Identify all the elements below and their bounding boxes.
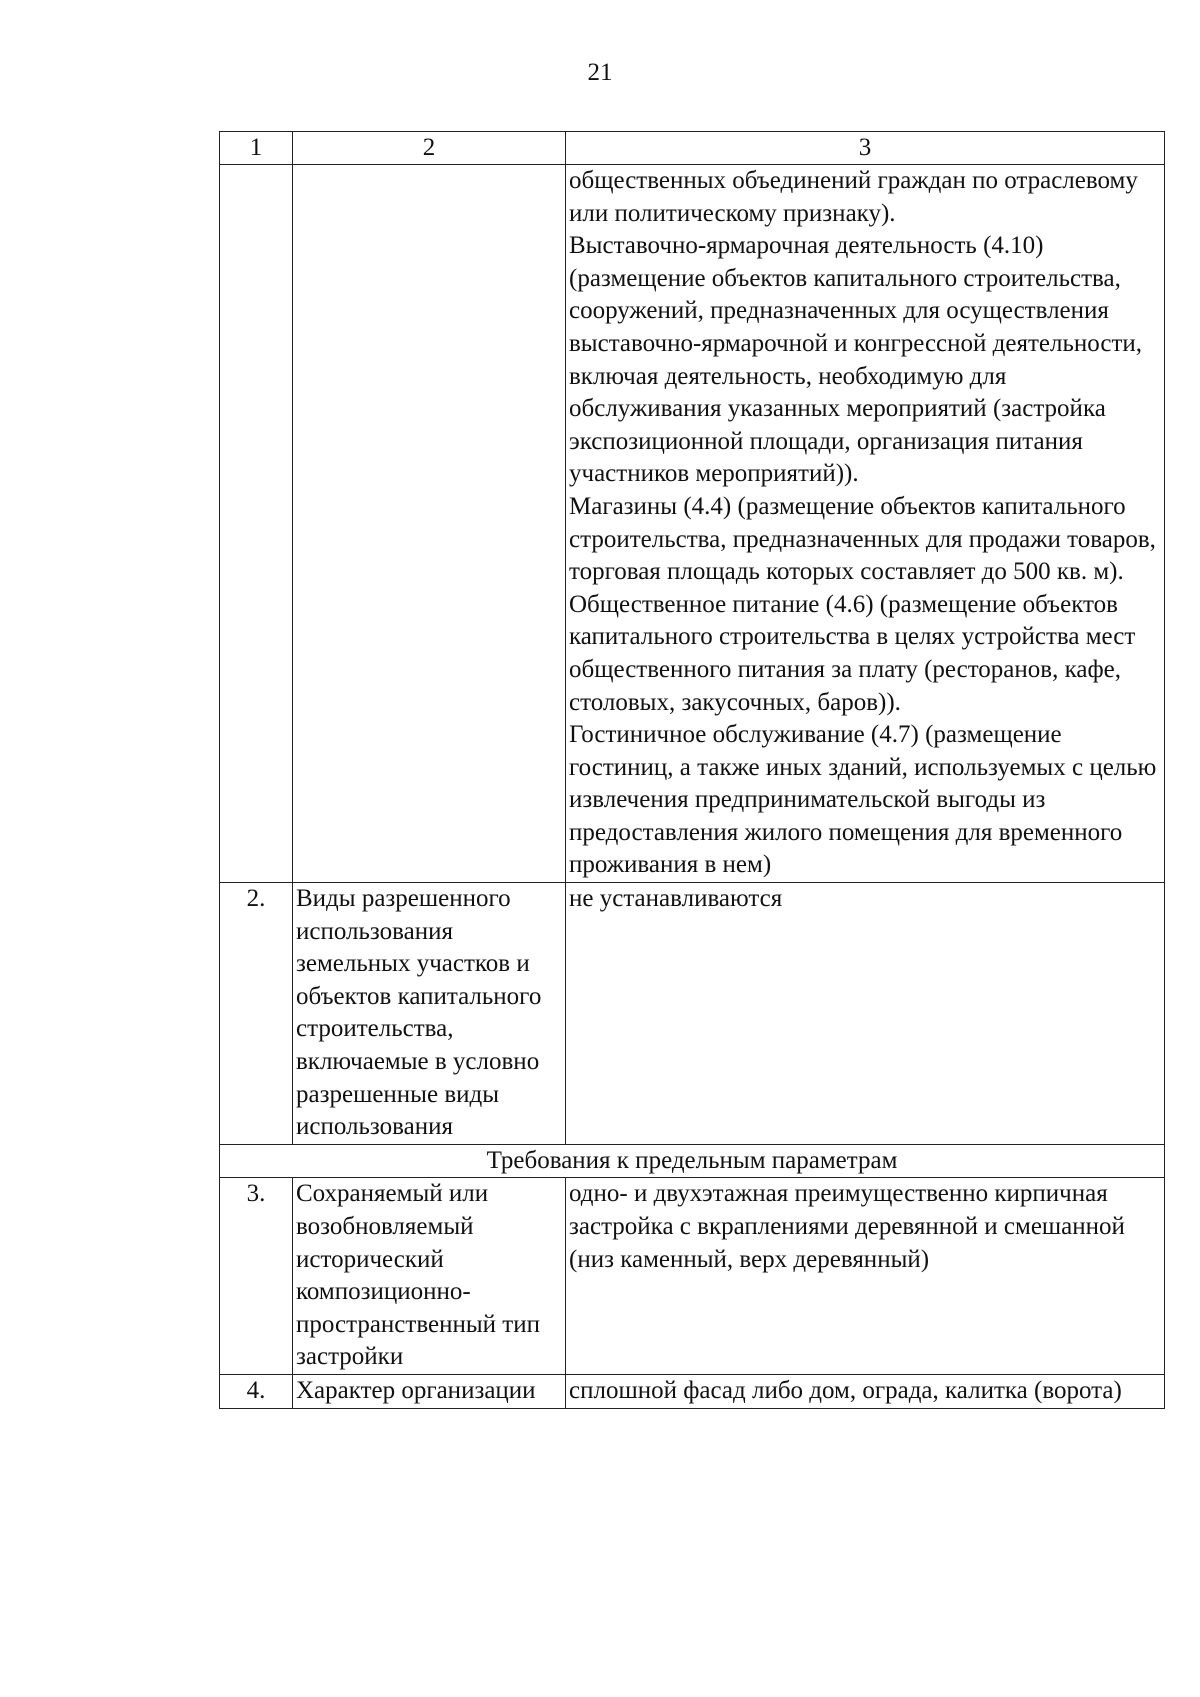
use-entry-hotel: Гостиничное обслуживание (4.7) (размещение гостиниц, а также иных зданий, используемых с целью извлечения предпринимательской выгоды из предоставления жилого помещения для временного проживания в нем)	[569, 721, 1157, 879]
row-name-cell: Сохраняемый или возобновляемый исторический композиционно-пространственный тип застройки	[293, 1178, 566, 1375]
use-entry-public-associations: общественных объединений граждан по отраслевому или политическому признаку).	[569, 167, 1138, 227]
use-entry-exhibition: Выставочно-ярмарочная деятельность (4.10) (размещение объектов капитального строительства, сооружений, предназначенных для осуществления выставочно-ярмарочной и конгрессной деятельности, включая деятельность, необходимую для обслуживания указанных мероприятий (застройка экспозиционной площади, организация питания участников мероприятий)).	[569, 232, 1143, 488]
row-value-cell: сплошной фасад либо дом, ограда, калитка (ворота)	[566, 1374, 1165, 1408]
section-row	[220, 1144, 1165, 1178]
column-header-2: 2	[293, 132, 566, 165]
table-row	[220, 1178, 1165, 1375]
row-value-cell: одно- и двухэтажная преимущественно кирпичная застройка с вкраплениями деревянной и смешанной (низ каменный, верх деревянный)	[566, 1178, 1165, 1375]
row-number-cell: 2.	[220, 883, 293, 1145]
table-row	[220, 1374, 1165, 1408]
section-title: Требования к предельным параметрам	[220, 1144, 1165, 1178]
row-number-cell: 4.	[220, 1374, 293, 1408]
row-name-cell	[293, 165, 566, 883]
row-name-cell: Характер организации	[293, 1374, 566, 1408]
use-entry-shops: Магазины (4.4) (размещение объектов капитального строительства, предназначенных для продажи товаров, торговая площадь которых составляет до 500 кв. м).	[569, 492, 1156, 586]
table-row-continued	[220, 165, 1165, 883]
use-entry-catering: Общественное питание (4.6) (размещение объектов капитального строительства в целях устройства мест общественного питания за плату (ресторанов, кафе, столовых, закусочных, баров)).	[569, 590, 1136, 716]
table-row	[220, 883, 1165, 1145]
page-number: 21	[587, 59, 613, 86]
regulations-table	[219, 131, 1165, 1409]
row-name-cell: Виды разрешенного использования земельных участков и объектов капитального строительства, включаемые в условно разрешенные виды использования	[293, 883, 566, 1145]
row-value-cell	[566, 165, 1165, 883]
row-value-cell: не устанавливаются	[566, 883, 1165, 1145]
row-number-cell: 3.	[220, 1178, 293, 1375]
column-header-3: 3	[566, 132, 1165, 165]
column-header-1: 1	[220, 132, 293, 165]
table-header-row	[220, 132, 1165, 165]
row-number-cell	[220, 165, 293, 883]
